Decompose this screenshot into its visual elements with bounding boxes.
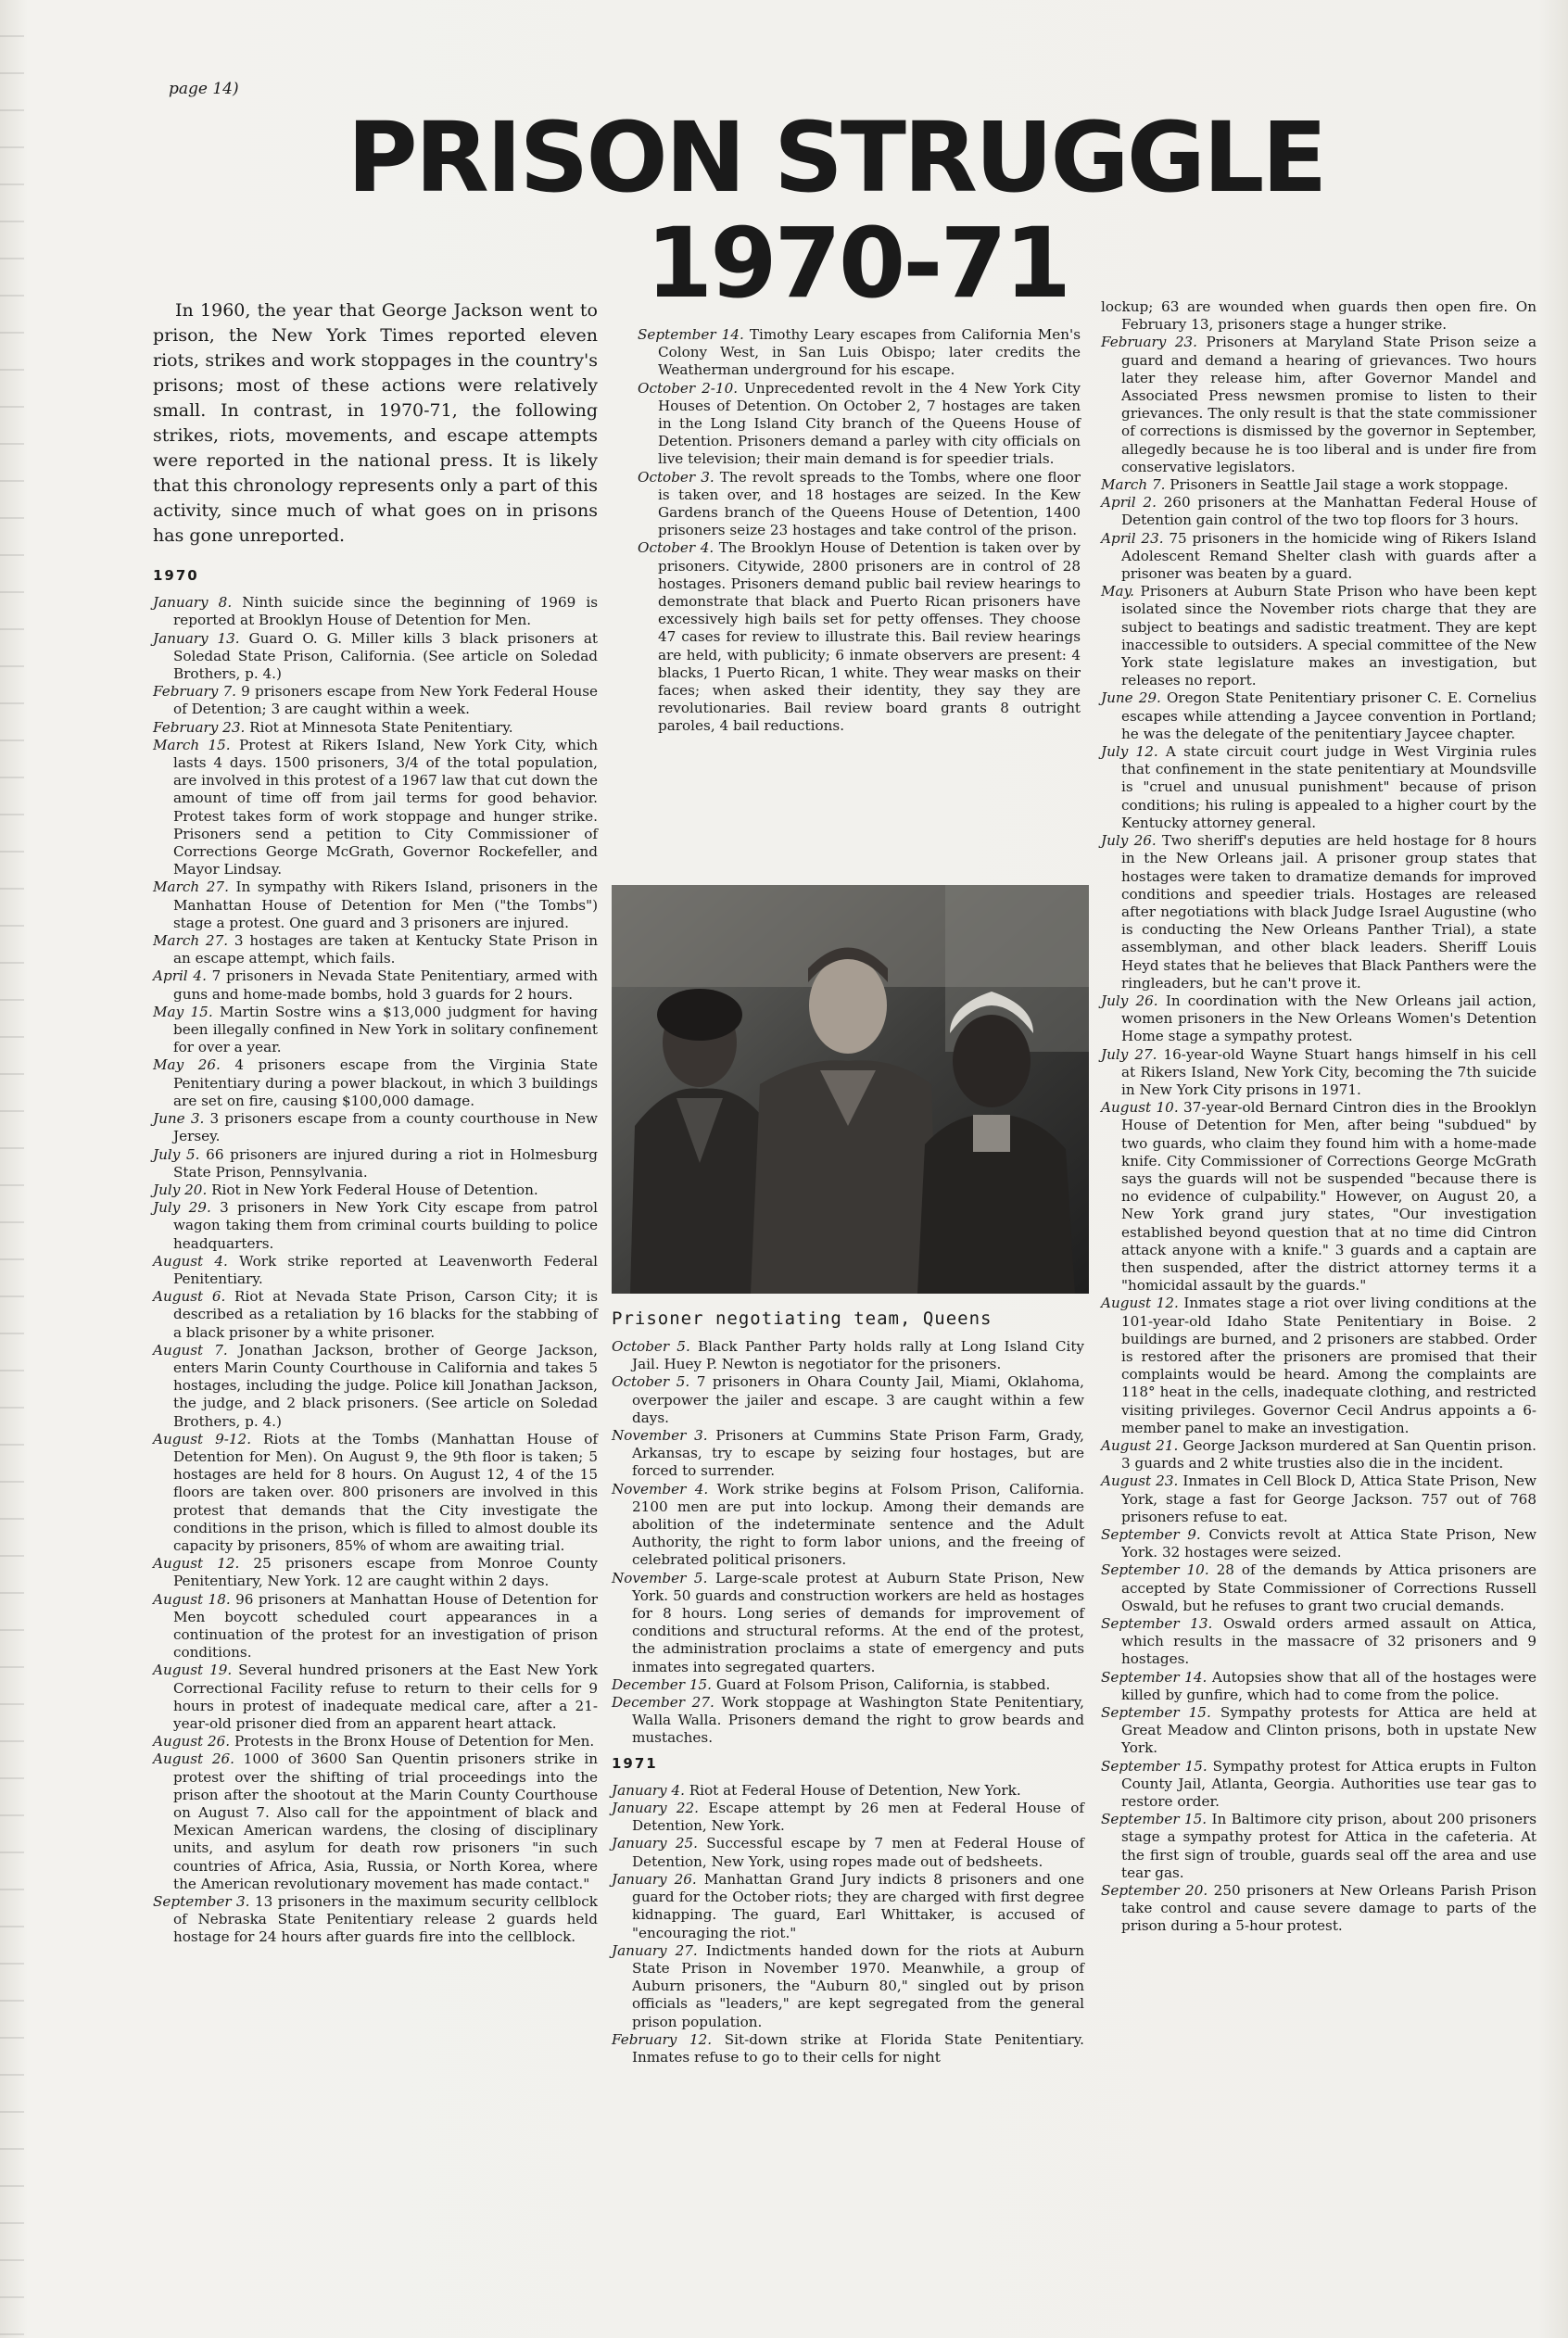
entry-date: August 7. [153, 1341, 228, 1359]
entry-text: Sympathy protests for Attica are held at Great Meadow and Clinton prisons, both in upstate New York. [1121, 1704, 1536, 1757]
entry-date: January 4. [612, 1781, 685, 1799]
chronology-entry [612, 1800, 1084, 1835]
entry-text: Black Panther Party holds rally at Long Island City Jail. Huey P. Newton is negotiator for the prisoners. [632, 1338, 1085, 1373]
chronology-entry [1101, 1811, 1536, 1882]
chronology-entry [153, 630, 598, 684]
chronology-entry [1101, 1704, 1536, 1758]
entry-text: Prisoners at Auburn State Prison who have been kept isolated since the November riots charge that they are subject to beatings and sadistic treatment. They are kept inaccessible to outsiders. A special committee of the New York state legislature makes an investigation, but releases no report. [1121, 583, 1536, 689]
page-edge [0, 0, 24, 2338]
photo-caption: Prisoner negotiating team, Queens [612, 1308, 993, 1329]
entry-text: In Baltimore city prison, about 200 prisoners stage a sympathy protest for Attica in the cafeteria. At the first sign of trouble, guards seal off the area and use tear gas. [1121, 1811, 1536, 1881]
entry-date: April 23. [1101, 529, 1164, 547]
chronology-entry [153, 1591, 598, 1662]
entry-text: 260 prisoners at the Manhattan Federal House of Detention gain control of the two top floors for 3 hours. [1121, 494, 1536, 529]
entry-text: Riot at Nevada State Prison, Carson City; it is described as a retaliation by 16 blacks for the stabbing of a black prisoner by a white prisoner. [173, 1288, 599, 1341]
entry-text: Riot at Federal House of Detention, New York. [684, 1781, 1021, 1799]
entry-text: Manhattan Grand Jury indicts 8 prisoners and one guard for the October riots; they are charged with first degree kidnapping. The guard, Earl Whittaker, is accused of "encouraging the riot." [632, 1870, 1084, 1941]
entry-text: 7 prisoners in Ohara County Jail, Miami, Oklahoma, overpower the jailer and escape. 3 are caught within a few days. [632, 1373, 1084, 1426]
entry-date: August 10. [1101, 1099, 1179, 1117]
chronology-entry [1101, 1615, 1536, 1669]
entry-text: 96 prisoners at Manhattan House of Detention for Men boycott scheduled court appearances in a continuation of the protest for an investigation of prison conditions. [173, 1590, 598, 1662]
entry-date: August 9-12. [153, 1430, 252, 1447]
entry-text: 1000 of 3600 San Quentin prisoners strike in protest over the shifting of trial proceedings into the prison after the shootout at the Marin County Courthouse on August 7. Also call for the appointment of black and Mexican American wardens, the closing of disciplinary units, and asylum for death row prisoners "in such countries of Africa, Asia, Russia, or North Korea, where the American revolutionary movement has made contact." [173, 1750, 598, 1892]
column-3 [1101, 298, 1536, 1936]
chronology-entry [638, 380, 1081, 469]
entry-date: August 12. [153, 1555, 240, 1573]
entry-text: Indictments handed down for the riots at Auburn State Prison in November 1970. Meanwhile, a group of Auburn prisoners, the "Auburn 80," singled out by prison officials as "leaders," are kept segregated from the general prison population. [632, 1941, 1084, 2030]
chronology-entry [153, 1056, 598, 1110]
chronology-entry [153, 719, 598, 737]
entry-date: July 5. [153, 1145, 200, 1163]
entry-text: In coordination with the New Orleans jail action, women prisoners in the New Orleans Women's Detention Home stage a sympathy protest. [1121, 992, 1536, 1045]
chronology-entry [153, 1182, 598, 1199]
entry-date: August 4. [153, 1252, 228, 1270]
chronology-entry [612, 1427, 1084, 1481]
chronology-entry [1101, 1669, 1536, 1704]
entry-date: February 12. [612, 2030, 713, 2048]
entry-date: June 29. [1101, 689, 1161, 707]
chronology-entry [1101, 1437, 1536, 1472]
entry-date: March 27. [153, 878, 229, 896]
entry-text: Escape attempt by 26 men at Federal House of Detention, New York. [632, 1800, 1084, 1835]
entry-date: September 13. [1101, 1615, 1213, 1633]
entry-text: 13 prisoners in the maximum security cellblock of Nebraska State Penitentiary release 2 guards held hostage for 24 hours after guards fire into the cellblock. [173, 1893, 598, 1946]
chronology-entry [153, 1253, 598, 1288]
chronology-entry [612, 1782, 1084, 1800]
entry-text: Several hundred prisoners at the East New York Correctional Facility refuse to return to their cells for 9 hours in protest of inadequate medical care, after a 21-year-old prisoner died from an apparent heart attack. [173, 1662, 598, 1732]
entry-date: July 29. [153, 1199, 211, 1217]
chronology-entry [153, 1199, 598, 1253]
chronology-list [638, 326, 1081, 736]
entry-text: Work stoppage at Washington State Penitentiary, Walla Walla. Prisoners demand the right to grow beards and mustaches. [632, 1694, 1084, 1747]
entry-text: Oregon State Penitentiary prisoner C. E. Cornelius escapes while attending a Jaycee convention in Portland; he was the delegate of the penitentiary Jaycee chapter. [1121, 689, 1536, 742]
entry-date: August 26. [153, 1733, 231, 1750]
chronology-entry [1101, 1472, 1536, 1526]
entry-date: September 14. [638, 326, 744, 343]
chronology-entry [153, 1288, 598, 1342]
entry-date: August 26. [153, 1750, 234, 1768]
entry-date: September 15. [1101, 1757, 1208, 1775]
chronology-entry [612, 1835, 1084, 1870]
chronology-entry [1101, 992, 1536, 1046]
chronology-entry [153, 1555, 598, 1590]
chronology-entry [153, 1662, 598, 1733]
entry-text: Riot at Minnesota State Penitentiary. [245, 718, 513, 736]
entry-text: Large-scale protest at Auburn State Prison, New York. 50 guards and construction workers are held as hostages for 8 hours. Long series of demands for improvement of conditions and structural reforms. At the end of the protest, the administration proclaims a state of emergency and puts inmates into segregated quarters. [632, 1569, 1084, 1675]
chronology-entry [153, 1110, 598, 1145]
chronology-entry [153, 683, 598, 718]
chronology-list [1101, 298, 1536, 1936]
entry-text: Riots at the Tombs (Manhattan House of Detention for Men). On August 9, the 9th floor is taken; 5 hostages are held for 8 hours. On August 12, 4 of the 15 floors are taken over. 800 prisoners are involved in this protest that demands that the City investigate the conditions in the prison, which is filled to almost double its capacity by prisoners, 85% of whom are awaiting trial. [173, 1430, 598, 1554]
entry-text: Inmates in Cell Block D, Attica State Prison, New York, stage a fast for George Jackson. 757 out of 768 prisoners refuse to eat. [1121, 1472, 1536, 1525]
entry-date: May. [1101, 583, 1134, 600]
entry-text: Guard O. G. Miller kills 3 black prisoners at Soledad State Prison, California. (See article on Soledad Brothers, p. 4.) [173, 629, 598, 683]
entry-date: October 5. [612, 1338, 690, 1355]
chronology-entry [1101, 494, 1536, 529]
chronology-entry [638, 469, 1081, 540]
entry-date: April 4. [153, 967, 207, 985]
entry-date: January 26. [612, 1870, 697, 1888]
entry-text: Unprecedented revolt in the 4 New York City Houses of Detention. On October 2, 7 hostages are taken in the Long Island City branch of the Queens House of Detention. Prisoners demand a parley with city officials on live television; their main demand is for speedier trials. [658, 379, 1081, 468]
entry-text: George Jackson murdered at San Quentin prison. 3 guards and 2 white trusties also die in the incident. [1121, 1437, 1537, 1472]
entry-date: November 4. [612, 1480, 709, 1498]
entry-date: February 23. [1101, 334, 1198, 351]
chronology-entry [612, 1871, 1084, 1942]
chronology-entry [153, 878, 598, 932]
entry-text: Successful escape by 7 men at Federal House of Detention, New York, using ropes made out of bedsheets. [632, 1835, 1084, 1870]
chronology-entry [612, 1942, 1084, 2031]
entry-text: The Brooklyn House of Detention is taken over by prisoners. Citywide, 2800 prisoners are in control of 28 hostages. Prisoners demand public bail review hearings to demonstrate that black and Puerto Rican prisoners have excessively high bails set for petty offenses. They choose 47 cases for review to illustrate this. Bail review hearings are held, with publicity; 6 inmate observers are present: 4 blacks, 1 Puerto Rican, 1 white. They wear masks on their faces; when asked their identity, they say they are revolutionaries. Bail review board grants 8 outright paroles, 4 bail reductions. [658, 539, 1081, 735]
entry-date: July 26. [1101, 992, 1158, 1009]
chronology-entry [1101, 298, 1536, 334]
entry-date: September 15. [1101, 1811, 1208, 1828]
entry-text: Prisoners at Cummins State Prison Farm, Grady, Arkansas, try to escape by seizing four hostages, but are forced to surrender. [632, 1427, 1084, 1480]
entry-date: September 20. [1101, 1882, 1208, 1900]
entry-text: Sit-down strike at Florida State Penitentiary. Inmates refuse to go to their cells for night [632, 2030, 1084, 2066]
year-heading-1970: 1970 [153, 567, 199, 584]
chronology-entry [1101, 1295, 1536, 1437]
chronology-entry [1101, 583, 1536, 689]
column-2-bottom [612, 1338, 1084, 2066]
entry-date: October 3. [638, 468, 714, 486]
entry-text: 3 hostages are taken at Kentucky State Prison in an escape attempt, which fails. [173, 932, 598, 967]
photo-negotiating-team [612, 885, 1089, 1294]
entry-date: November 5. [612, 1569, 708, 1586]
photo-image [612, 885, 1089, 1294]
entry-date: January 27. [612, 1941, 698, 1959]
chronology-entry [638, 539, 1081, 735]
chronology-entry [153, 1004, 598, 1057]
entry-text: Protest at Rikers Island, New York City, which lasts 4 days. 1500 prisoners, 3/4 of the total population, are involved in this protest of a 1967 law that cut down the amount of time off from jail terms for good behavior. Protest takes form of work stoppage and hunger strike. Prisoners send a petition to City Commissioner of Corrections George McGrath, Governor Rockefeller, and Mayor Lindsay. [173, 736, 598, 878]
chronology-entry [153, 1750, 598, 1893]
chronology-entry [1101, 689, 1536, 743]
entry-date: September 9. [1101, 1526, 1201, 1544]
entry-date: August 19. [153, 1662, 233, 1679]
entry-text: Work strike begins at Folsom Prison, California. 2100 men are put into lockup. Among their demands are abolition of the indeterminate sentence and the Adult Authority, the right to form labor unions, and the freeing of celebrated political prisoners. [632, 1480, 1084, 1569]
entry-text: Timothy Leary escapes from California Men's Colony West, in San Luis Obispo; later credits the Weatherman underground for his escape. [658, 326, 1081, 379]
entry-date: September 14. [1101, 1668, 1208, 1686]
entry-date: December 15. [612, 1675, 713, 1693]
entry-text: 9 prisoners escape from New York Federal House of Detention; 3 are caught within a week. [173, 683, 599, 718]
chronology-entry [612, 1338, 1084, 1373]
entry-date: March 27. [153, 932, 229, 950]
entry-text: Jonathan Jackson, brother of George Jackson, enters Marin County Courthouse in California and takes 5 hostages, including the judge. Police kill Jonathan Jackson, the judge, and 2 black prisoners. (See article on Soledad Brothers, p. 4.) [173, 1341, 599, 1430]
chronology-list [153, 594, 598, 1946]
chronology-entry [1101, 1099, 1536, 1295]
intro-paragraph: In 1960, the year that George Jackson went to prison, the New York Times reported eleven riots, strikes and work stoppages in the country's prisons; most of these actions were relatively small. In contrast, in 1970-71, the following strikes, riots, movements, and escape attempts were reported in the national press. It is likely that this chronology represents only a part of this activity, since much of what goes on in prisons has gone unreported. [153, 300, 598, 546]
entry-date: January 8. [153, 594, 233, 612]
entry-text: The revolt spreads to the Tombs, where one floor is taken over, and 18 hostages are seized. In the Kew Gardens branch of the Queens House of Detention, 1400 prisoners seize 23 hostages and take control of the prison. [658, 468, 1081, 539]
entry-date: May 15. [153, 1003, 213, 1020]
chronology-entry [612, 1570, 1084, 1676]
chronology-entry [153, 594, 598, 629]
entry-text: Martin Sostre wins a $13,000 judgment for having been illegally confined in New York in solitary confinement for over a year. [173, 1003, 598, 1056]
entry-date: January 25. [612, 1835, 699, 1852]
entry-text: 3 prisoners escape from a county courthouse in New Jersey. [173, 1110, 598, 1145]
chronology-entry [153, 932, 598, 967]
entry-date: July 20. [153, 1181, 208, 1198]
entry-date: January 13. [153, 629, 240, 647]
entry-text: A state circuit court judge in West Virginia rules that confinement in the state penitentiary at Moundsville is "cruel and unusual punishment" because of prison conditions; his ruling is appealed to a higher court by the Kentucky attorney general. [1121, 743, 1536, 831]
entry-text: In sympathy with Rikers Island, prisoners in the Manhattan House of Detention for Men ("the Tombs") stage a protest. One guard and 3 prisoners are injured. [173, 878, 598, 931]
chronology-entry [612, 1373, 1084, 1427]
chronology-entry [612, 1481, 1084, 1570]
entry-date: July 12. [1101, 743, 1158, 761]
entry-text: Ninth suicide since the beginning of 1969 is reported at Brooklyn House of Detention for Men. [173, 594, 598, 629]
entry-text: 3 prisoners in New York City escape from patrol wagon taking them from criminal courts building to police headquarters. [173, 1199, 598, 1252]
chronology-list [612, 1338, 1084, 1748]
entry-date: March 15. [153, 736, 231, 753]
chronology-entry [153, 1146, 598, 1182]
page-number: page 14) [169, 80, 239, 98]
entry-date: May 26. [153, 1056, 221, 1074]
chronology-entry [153, 967, 598, 1003]
entry-text: 250 prisoners at New Orleans Parish Prison take control and cause severe damage to parts of the prison during a 5-hour protest. [1121, 1882, 1537, 1935]
entry-text: Oswald orders armed assault on Attica, which results in the massacre of 32 prisoners and 9 hostages. [1121, 1615, 1536, 1668]
entry-date: January 22. [612, 1800, 699, 1817]
entry-text: Riot in New York Federal House of Detention. [207, 1181, 538, 1198]
entry-date: February 7. [153, 683, 236, 701]
entry-text: Inmates stage a riot over living conditions at the 101-year-old Idaho State Penitentiary in Boise. 2 buildings are burned, and 2 prisoners are stabbed. Order is restored after the prisoners are promised that their complaints would be heard. Among the complaints are 118° heat in the cells, inadequate clothing, and restricted visiting privileges. Governor Cecil Andrus appoints a 6-member panel to make an investigation. [1121, 1295, 1537, 1436]
entry-text: Sympathy protest for Attica erupts in Fulton County Jail, Atlanta, Georgia. Authorities use tear gas to restore order. [1121, 1757, 1536, 1811]
entry-text: lockup; 63 are wounded when guards then open fire. On February 13, prisoners stage a hunger strike. [1101, 298, 1536, 334]
entry-text: 16-year-old Wayne Stuart hangs himself in his cell at Rikers Island, New York City, becoming the 7th suicide in New York City prisons in 1971. [1121, 1045, 1536, 1098]
entry-text: Prisoners in Seattle Jail stage a work stoppage. [1165, 476, 1509, 494]
entry-text: 28 of the demands by Attica prisoners are accepted by State Commissioner of Corrections Russell Oswald, but he refuses to grant two crucial demands. [1121, 1561, 1536, 1614]
chronology-entry [153, 1431, 598, 1555]
entry-date: September 10. [1101, 1561, 1209, 1579]
entry-date: July 26. [1101, 832, 1157, 850]
entry-date: October 4. [638, 539, 714, 557]
entry-text: Autopsies show that all of the hostages were killed by gunfire, which had to come from the police. [1121, 1668, 1536, 1703]
chronology-entry [1101, 334, 1536, 476]
chronology-entry [1101, 1046, 1536, 1100]
entry-date: October 5. [612, 1373, 690, 1391]
chronology-list [612, 1782, 1084, 2066]
chronology-entry [1101, 1526, 1536, 1561]
entry-text: Protests in the Bronx House of Detention for Men. [230, 1733, 595, 1750]
entry-date: February 23. [153, 718, 246, 736]
chronology-entry [612, 2031, 1084, 2066]
chronology-entry [1101, 530, 1536, 584]
entry-date: August 18. [153, 1590, 231, 1608]
entry-text: Guard at Folsom Prison, California, is stabbed. [712, 1675, 1051, 1693]
entry-text: 75 prisoners in the homicide wing of Rikers Island Adolescent Remand Shelter clash with guards after a prisoner was beaten by a guard. [1121, 529, 1537, 583]
chronology-entry [1101, 1882, 1536, 1936]
chronology-entry [612, 1694, 1084, 1748]
entry-text: Convicts revolt at Attica State Prison, New York. 32 hostages were seized. [1121, 1526, 1536, 1561]
entry-date: November 3. [612, 1427, 708, 1445]
chronology-entry [153, 1342, 598, 1431]
year-heading-1971: 1971 [612, 1754, 658, 1772]
entry-date: August 21. [1101, 1437, 1179, 1454]
entry-text: Prisoners at Maryland State Prison seize a guard and demand a hearing of grievances. Two hours later they release him, after Governor Mandel and Associated Press newsmen promise to listen to their grievances. The only result is that the state commissioner of corrections is dismissed by the governor in September, allegedly because he is too liberal and is under fire from conservative legislators. [1121, 334, 1536, 475]
chronology-entry [153, 737, 598, 879]
entry-text: 25 prisoners escape from Monroe County Penitentiary, New York. 12 are caught within 2 days. [173, 1555, 599, 1590]
chronology-entry [1101, 476, 1536, 494]
entry-date: August 6. [153, 1288, 226, 1306]
entry-text: 7 prisoners in Nevada State Penitentiary, armed with guns and home-made bombs, hold 3 guards for 2 hours. [173, 967, 598, 1003]
chronology-entry [638, 326, 1081, 380]
chronology-entry [1101, 1758, 1536, 1812]
entry-text: Work strike reported at Leavenworth Federal Penitentiary. [173, 1252, 599, 1287]
entry-text: Two sheriff's deputies are held hostage for 8 hours in the New Orleans jail. A prisoner group states that hostages were taken to dramatize demands for improved conditions and speedier trials. Hostages are released after negotiations with black Judge Israel Augustine (who is conducting the New Orleans Panther Trial), a state assemblyman, and other black leaders. Sheriff Louis Heyd states that he believes that Black Panthers were the ringleaders, but he can't prove it. [1121, 832, 1536, 992]
entry-date: September 15. [1101, 1704, 1211, 1722]
chronology-entry [153, 1733, 598, 1750]
entry-date: April 2. [1101, 494, 1157, 512]
chronology-entry [1101, 743, 1536, 832]
column-1 [153, 298, 598, 1947]
entry-date: March 7. [1101, 476, 1166, 494]
entry-date: October 2-10. [638, 379, 739, 397]
page-title-years: 1970-71 [645, 207, 1069, 320]
chronology-entry [1101, 1561, 1536, 1615]
entry-date: December 27. [612, 1694, 714, 1712]
entry-date: July 27. [1101, 1045, 1157, 1063]
column-2-top [638, 326, 1081, 736]
entry-text: 66 prisoners are injured during a riot in Holmesburg State Prison, Pennsylvania. [173, 1145, 598, 1181]
page-title: PRISON STRUGGLE [347, 101, 1325, 214]
entry-text: 4 prisoners escape from the Virginia State Penitentiary during a power blackout, in which 3 buildings are set on fire, causing $100,000 damage. [173, 1056, 599, 1109]
entry-text: 37-year-old Bernard Cintron dies in the Brooklyn House of Detention for Men, after being "subdued" by two guards, who claim they found him with a home-made knife. City Commissioner of Corrections George McGrath says the guards will not be suspended "because there is no evidence of culpability." However, on August 20, a New York grand jury states, "Our investigation established beyond question that at no time did Cintron attack anyone with a knife." 3 guards and a captain are then suspended, after the district attorney terms it a "homicidal assault by the guards." [1121, 1099, 1537, 1295]
entry-date: August 12. [1101, 1295, 1179, 1312]
entry-date: June 3. [153, 1110, 205, 1128]
entry-date: September 3. [153, 1893, 250, 1911]
chronology-entry [153, 1893, 598, 1947]
chronology-entry [1101, 832, 1536, 992]
chronology-entry [612, 1676, 1084, 1694]
entry-date: August 23. [1101, 1472, 1179, 1490]
